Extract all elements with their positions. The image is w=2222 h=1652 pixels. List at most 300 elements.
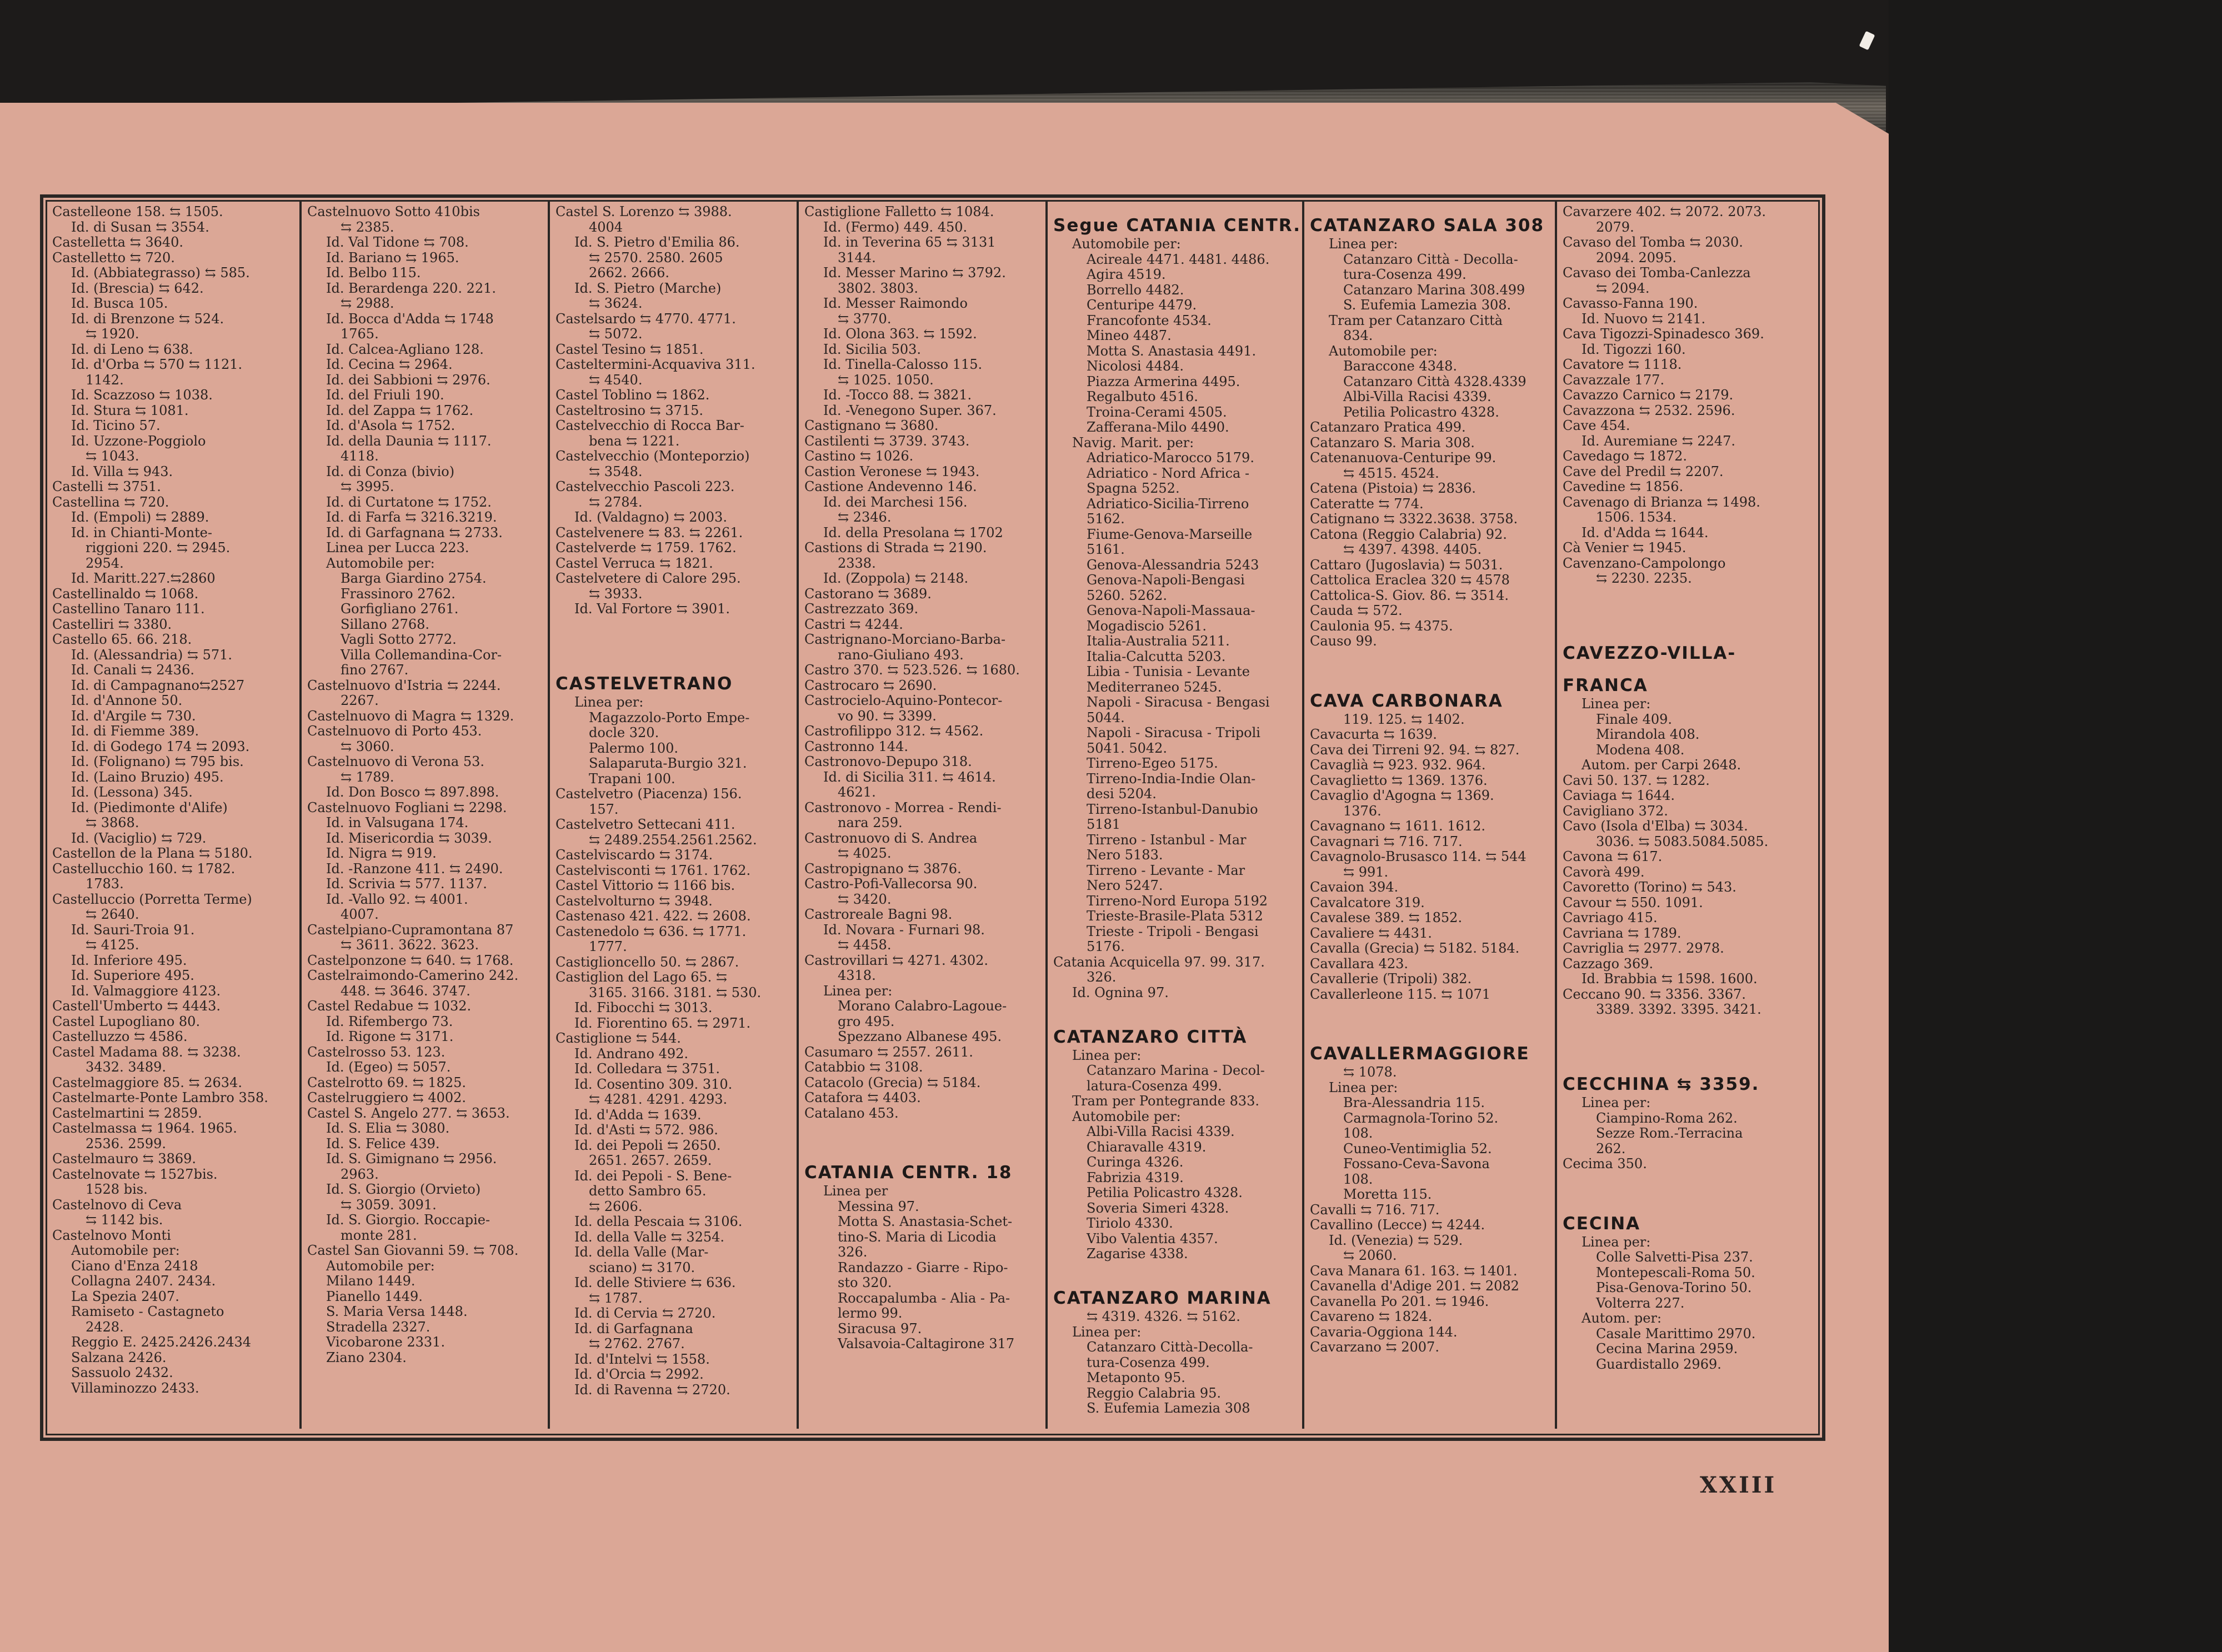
index-entry: Catacolo (Grecia) ⇆ 5184. <box>804 1075 981 1090</box>
index-entry: 2963. <box>341 1167 379 1182</box>
index-entry: Casale Marittimo 2970. <box>1596 1326 1756 1341</box>
index-entry: ⇆ 3548. <box>589 464 643 479</box>
index-entry: Castelluzzo ⇆ 4586. <box>52 1029 188 1044</box>
index-entry: Id. -Ranzone 411. ⇆ 2490. <box>326 861 503 877</box>
index-entry: Id. Nuovo ⇆ 2141. <box>1582 311 1706 327</box>
index-entry: Castelnuovo d'Istria ⇆ 2244. <box>307 678 501 693</box>
index-entry: Magazzolo-Porto Empe- <box>589 710 750 725</box>
index-entry: Borrello 4482. <box>1087 282 1184 298</box>
section-heading: CAVA CARBONARA <box>1310 690 1503 711</box>
index-entry: Id. Messer Raimondo <box>823 296 968 311</box>
index-entry: Gorfigliano 2761. <box>341 602 459 617</box>
index-entry: Id. di Susan ⇆ 3554. <box>71 219 209 235</box>
index-entry: Automobile per: <box>71 1243 180 1258</box>
index-entry: Vicobarone 2331. <box>326 1335 446 1350</box>
index-entry: Cavasso-Fanna 190. <box>1563 296 1698 311</box>
index-entry: 326. <box>1087 970 1117 985</box>
index-entry: Id. Valmaggiore 4123. <box>71 983 221 999</box>
index-entry: Id. Tinella-Calosso 115. <box>823 357 983 372</box>
index-entry: Id. Superiore 495. <box>71 968 194 983</box>
index-entry: Castion Veronese ⇆ 1943. <box>804 464 980 479</box>
index-entry: 1765. <box>341 327 379 342</box>
index-entry: Castelvecchio Pascoli 223. <box>556 479 735 494</box>
index-entry: Linea per: <box>1072 1048 1142 1063</box>
index-entry: Spagna 5252. <box>1087 481 1180 496</box>
index-entry: Catona (Reggio Calabria) 92. <box>1310 527 1507 542</box>
index-entry: Cecina Marina 2959. <box>1596 1341 1738 1356</box>
index-entry <box>1563 1187 1808 1203</box>
index-entry: Ciampino-Roma 262. <box>1596 1110 1738 1126</box>
index-entry: Castiglione ⇆ 544. <box>556 1031 681 1046</box>
index-entry: Castelvenere ⇆ 83. ⇆ 2261. <box>556 525 743 540</box>
index-entry: Castorano ⇆ 3689. <box>804 586 932 602</box>
index-entry: 3802. 3803. <box>838 281 919 296</box>
index-entry: ⇆ 1920. <box>86 327 139 342</box>
index-entry: Modena 408. <box>1596 742 1685 758</box>
index-entry: Castelmassa ⇆ 1964. 1965. <box>52 1121 237 1136</box>
index-entry: Causo 99. <box>1310 634 1377 649</box>
index-entry: latura-Cosenza 499. <box>1087 1078 1222 1094</box>
index-entry <box>1310 649 1550 665</box>
index-entry: Tirreno-Istanbul-Danubio <box>1087 802 1258 817</box>
index-entry: 5044. <box>1087 710 1125 725</box>
index-entry: Cavazzona ⇆ 2532. 2596. <box>1563 403 1735 418</box>
index-entry: 2536. 2599. <box>86 1136 167 1152</box>
index-entry: Cavedago ⇆ 1872. <box>1563 449 1687 464</box>
index-entry: ⇆ 2094. <box>1596 281 1650 296</box>
background-right <box>1889 0 2222 1652</box>
index-entry: Castelnuovo Sotto 410bis <box>307 204 480 219</box>
index-entry: Id. Uzzone-Poggiolo <box>71 433 206 449</box>
index-entry: Randazzo - Giarre - Ripo- <box>838 1260 1008 1275</box>
index-entry: Albi-Villa Racisi 4339. <box>1343 389 1492 404</box>
index-entry: Bra-Alessandria 115. <box>1343 1095 1485 1110</box>
index-entry: Castropignano ⇆ 3876. <box>804 861 962 877</box>
index-entry: Cavallino (Lecce) ⇆ 4244. <box>1310 1218 1485 1233</box>
index-entry: Id. Calcea-Agliano 128. <box>326 342 484 357</box>
index-entry: bena ⇆ 1221. <box>589 433 680 449</box>
column-7 <box>1555 201 1812 1429</box>
index-entry: 3432. 3489. <box>86 1060 167 1075</box>
index-entry: Nero 5247. <box>1087 878 1163 893</box>
index-entry: Id. Sicilia 503. <box>823 342 922 357</box>
index-entry: Villa Collemandina-Cor- <box>341 647 502 663</box>
index-entry: Linea per: <box>1582 697 1651 712</box>
index-entry: 5181 <box>1087 817 1121 832</box>
index-entry: Castions di Strada ⇆ 2190. <box>804 540 987 555</box>
index-entry: ⇆ 3420. <box>838 892 892 907</box>
index-entry: Linea per <box>823 1184 888 1199</box>
index-entry: Cavagnari ⇆ 716. 717. <box>1310 834 1463 849</box>
index-entry: Castro 370. ⇆ 523.526. ⇆ 1680. <box>804 663 1020 678</box>
index-entry: lermo 99. <box>838 1306 903 1321</box>
index-entry: ⇆ 3868. <box>86 815 139 830</box>
index-entry: Castelnuovo di Porto 453. <box>307 724 482 739</box>
index-entry: Castelvecchio di Rocca Bar- <box>556 418 744 433</box>
index-entry: Baraccone 4348. <box>1343 359 1458 374</box>
index-entry: 4007. <box>341 907 379 922</box>
index-entry: Carmagnola-Torino 52. <box>1343 1110 1499 1126</box>
index-entry: Cavazzo Carnico ⇆ 2179. <box>1563 388 1734 403</box>
index-entry: Libia - Tunisia - Levante <box>1087 664 1250 679</box>
index-entry: Castronovo - Morrea - Rendi- <box>804 800 1002 815</box>
index-entry: Castellucchio 160. ⇆ 1782. <box>52 861 236 877</box>
index-entry: tino-S. Maria di Licodia <box>838 1229 997 1245</box>
index-entry: Agira 4519. <box>1087 267 1166 282</box>
index-entry: fino 2767. <box>341 663 409 678</box>
index-entry: Cavalcatore 319. <box>1310 895 1425 910</box>
index-entry: ⇆ 4281. 4291. 4293. <box>589 1092 728 1107</box>
index-entry: Id. di Cervia ⇆ 2720. <box>574 1306 716 1321</box>
index-entry: Id. Busca 105. <box>71 296 168 311</box>
index-entry: Castelvisconti ⇆ 1761. 1762. <box>556 863 751 878</box>
index-entry: Catanzaro Pratica 499. <box>1310 420 1466 435</box>
index-entry <box>1563 1048 1808 1064</box>
index-entry: Roccapalumba - Alia - Pa- <box>838 1290 1010 1306</box>
index-entry: Id. (Empoli) ⇆ 2889. <box>71 510 209 525</box>
index-entry: Id. di Sicilia 311. ⇆ 4614. <box>823 769 996 785</box>
index-entry: Fabrizia 4319. <box>1087 1170 1184 1185</box>
index-entry: Cavanella Po 201. ⇆ 1946. <box>1310 1294 1489 1309</box>
section-heading: CECCHINA ⇆ 3359. <box>1563 1074 1760 1094</box>
index-entry: Automobile per: <box>1329 343 1438 359</box>
index-entry <box>1310 1018 1550 1033</box>
index-entry: Castronovo-Depupo 318. <box>804 754 972 769</box>
index-entry: Id. S. Pietro (Marche) <box>574 281 722 296</box>
index-entry: vo 90. ⇆ 3399. <box>838 708 937 724</box>
index-entry: Castel San Giovanni 59. ⇆ 708. <box>307 1243 519 1258</box>
index-entry: Casteltermini-Acquaviva 311. <box>556 357 755 372</box>
index-entry: Cavaso dei Tomba-Canlezza <box>1563 266 1751 281</box>
index-entry: Cavalli ⇆ 716. 717. <box>1310 1202 1440 1218</box>
index-entry: Castellon de la Plana ⇆ 5180. <box>52 846 253 861</box>
index-entry: Cattolica-S. Giov. 86. ⇆ 3514. <box>1310 588 1509 603</box>
index-entry: Id. -Venegono Super. 367. <box>823 403 997 418</box>
index-entry: detto Sambro 65. <box>589 1184 707 1199</box>
index-entry <box>1563 617 1808 633</box>
index-entry: Cavaglio d'Agogna ⇆ 1369. <box>1310 788 1494 803</box>
index-entry: Genova-Napoli-Massaua- <box>1087 603 1255 618</box>
index-entry: Id. Belbo 115. <box>326 266 421 281</box>
index-entry: Tirreno - Levante - Mar <box>1087 863 1245 878</box>
index-entry: Castiglion del Lago 65. ⇆ <box>556 970 728 985</box>
index-entry: Id. di Campagnano⇆2527 <box>71 678 245 693</box>
index-entry: Id. della Valle ⇆ 3254. <box>574 1229 725 1245</box>
index-entry: Id. della Pescaia ⇆ 3106. <box>574 1214 743 1229</box>
index-entry: Id. S. Gimignano ⇆ 2956. <box>326 1152 497 1167</box>
index-entry: Catabbio ⇆ 3108. <box>804 1060 923 1075</box>
index-entry: Zafferana-Milo 4490. <box>1087 420 1229 435</box>
index-entry: Petilia Policastro 4328. <box>1343 404 1499 420</box>
index-entry: 1528 bis. <box>86 1182 148 1197</box>
index-entry: Cavriglia ⇆ 2977. 2978. <box>1563 941 1724 956</box>
index-entry: Castelpiano-Cupramontana 87 <box>307 922 514 938</box>
index-entry: Id. di Fiemme 389. <box>71 724 199 739</box>
index-entry: Piazza Armerina 4495. <box>1087 374 1240 389</box>
index-entry: Id. Fibocchi ⇆ 3013. <box>574 1000 713 1015</box>
index-entry: S. Maria Versa 1448. <box>326 1304 468 1319</box>
index-entry: 326. <box>838 1245 868 1260</box>
index-entry: Adriatico-Marocco 5179. <box>1087 450 1254 465</box>
index-entry: 2079. <box>1596 219 1634 235</box>
index-entry: Id. d'Asola ⇆ 1752. <box>326 418 456 433</box>
index-entry: Casteltrosino ⇆ 3715. <box>556 403 704 418</box>
index-entry: Id. dei Pepoli ⇆ 2650. <box>574 1138 721 1153</box>
index-entry: Id. in Chianti-Monte- <box>71 525 212 540</box>
index-entry: Id. dei Sabbioni ⇆ 2976. <box>326 372 491 388</box>
index-entry: Castelnovo Monti <box>52 1228 171 1243</box>
index-entry: Id. del Zappa ⇆ 1762. <box>326 403 474 418</box>
index-entry: 3144. <box>838 250 876 266</box>
index-entry: ⇆ 1789. <box>341 769 394 785</box>
index-entry: Id. della Daunia ⇆ 1117. <box>326 433 492 449</box>
index-entry: Catignano ⇆ 3322.3638. 3758. <box>1310 512 1518 527</box>
index-entry: Mineo 4487. <box>1087 328 1172 343</box>
index-entry: Finale 409. <box>1596 712 1673 727</box>
index-entry: Reggio Calabria 95. <box>1087 1385 1222 1401</box>
index-entry: Id. d'Annone 50. <box>71 693 183 708</box>
index-entry: Id. Auremiane ⇆ 2247. <box>1582 433 1736 449</box>
index-entry: 3389. 3392. 3395. 3421. <box>1596 1002 1761 1017</box>
index-entry: Castellinaldo ⇆ 1068. <box>52 586 199 602</box>
index-entry: Castelmarte-Ponte Lambro 358. <box>52 1090 268 1105</box>
index-entry: Id. Rigone ⇆ 3171. <box>326 1029 454 1044</box>
index-entry: Cavriago 415. <box>1563 910 1658 925</box>
index-entry: Id. d'Adda ⇆ 1639. <box>574 1107 702 1123</box>
index-entry: Castilenti ⇆ 3739. 3743. <box>804 433 970 449</box>
index-entry: sto 320. <box>838 1275 892 1290</box>
section-heading: CATANZARO MARINA <box>1053 1288 1272 1308</box>
index-entry: Navig. Marit. per: <box>1072 435 1194 450</box>
index-entry: 4004 <box>589 219 623 235</box>
index-entry: Cavaion 394. <box>1310 880 1399 895</box>
index-entry: Automobile per: <box>1072 237 1181 252</box>
index-entry: 2662. 2666. <box>589 266 670 281</box>
index-entry: Catanzaro Città-Decolla- <box>1087 1340 1253 1355</box>
index-entry: Cava Manara 61. 163. ⇆ 1401. <box>1310 1263 1518 1279</box>
index-entry: Cava dei Tirreni 92. 94. ⇆ 827. <box>1310 742 1520 758</box>
index-entry: Castiglione Falletto ⇆ 1084. <box>804 204 994 219</box>
index-entry: Id. di Garfagnana ⇆ 2733. <box>326 525 503 540</box>
index-entry: Id. d'Intelvi ⇆ 1558. <box>574 1351 710 1367</box>
section-heading: CAVALLERMAGGIORE <box>1310 1044 1530 1064</box>
index-entry: 5161. <box>1087 542 1125 557</box>
index-entry: Fiume-Genova-Marseille <box>1087 527 1253 542</box>
index-entry: ⇆ 1787. <box>589 1290 643 1306</box>
index-entry: Vagli Sotto 2772. <box>341 632 457 647</box>
index-entry: Italia-Calcutta 5203. <box>1087 649 1226 664</box>
index-entry: Castelvetro Settecani 411. <box>556 817 735 832</box>
index-entry: Trapani 100. <box>589 771 675 787</box>
index-entry: Id. delle Stiviere ⇆ 636. <box>574 1275 736 1290</box>
index-entry: Cavarzere 402. ⇆ 2072. 2073. <box>1563 204 1766 219</box>
index-entry: 3036. ⇆ 5083.5084.5085. <box>1596 834 1769 849</box>
index-entry: ⇆ 2784. <box>589 494 643 510</box>
index-entry: Castelmartini ⇆ 2859. <box>52 1105 202 1121</box>
index-entry: Cavi 50. 137. ⇆ 1282. <box>1563 773 1710 788</box>
index-entry: Id. Brabbia ⇆ 1598. 1600. <box>1582 972 1758 987</box>
index-entry: Adriatico-Sicilia-Tirreno <box>1087 496 1249 512</box>
index-entry: ⇆ 1025. 1050. <box>838 372 934 388</box>
index-entry: Castelnuovo di Magra ⇆ 1329. <box>307 708 514 724</box>
index-entry: Id. Cecina ⇆ 2964. <box>326 357 453 372</box>
index-entry: Id. -Vallo 92. ⇆ 4001. <box>326 892 468 907</box>
index-entry: Curinga 4326. <box>1087 1155 1184 1170</box>
index-entry: monte 281. <box>341 1228 417 1243</box>
index-entry: 2428. <box>86 1319 124 1335</box>
index-entry: S. Eufemia Lamezia 308 <box>1087 1401 1250 1416</box>
section-heading: CASTELVETRANO <box>556 674 733 694</box>
index-entry: ⇆ 2762. 2767. <box>589 1336 685 1351</box>
index-entry: Catanzaro Città 4328.4339 <box>1343 374 1527 389</box>
section-heading: CECINA <box>1563 1213 1641 1234</box>
index-entry: Volterra 227. <box>1596 1295 1685 1311</box>
index-entry: Castelleone 158. ⇆ 1505. <box>52 204 223 219</box>
index-entry: Autom. per: <box>1582 1311 1662 1326</box>
index-entry: Castronno 144. <box>804 739 908 754</box>
index-entry: Regalbuto 4516. <box>1087 389 1198 404</box>
index-entry: Castri ⇆ 4244. <box>804 617 903 632</box>
index-entry: Castelli ⇆ 3751. <box>52 479 161 494</box>
index-entry: Automobile per: <box>1072 1109 1181 1124</box>
index-entry: Castel S. Angelo 277. ⇆ 3653. <box>307 1105 510 1121</box>
index-entry: Id. di Ravenna ⇆ 2720. <box>574 1382 730 1398</box>
index-entry: Id. Ticino 57. <box>71 418 161 433</box>
column-4 <box>797 201 1045 1429</box>
index-entry: Id. (Zoppola) ⇆ 2148. <box>823 571 969 586</box>
index-entry: Castelsardo ⇆ 4770. 4771. <box>556 311 736 327</box>
index-entry: Id. Colledara ⇆ 3751. <box>574 1062 720 1077</box>
index-entry: Id. di Brenzone ⇆ 524. <box>71 311 224 327</box>
index-entry: gro 495. <box>838 1014 895 1029</box>
index-entry: Cavo (Isola d'Elba) ⇆ 3034. <box>1563 819 1748 834</box>
index-entry: Castelvecchio (Monteporzio) <box>556 449 750 464</box>
index-entry: Id. Novara - Furnari 98. <box>823 922 985 938</box>
section-heading: CAVEZZO-VILLA- <box>1563 643 1736 663</box>
index-entry: Id. (Abbiategrasso) ⇆ 585. <box>71 266 250 281</box>
index-entry: 1783. <box>86 877 124 892</box>
index-entry: La Spezia 2407. <box>71 1289 179 1304</box>
index-entry: Id. dei Marchesi 156. <box>823 494 968 510</box>
index-entry: tura-Cosenza 499. <box>1343 267 1467 282</box>
index-entry: Castelverde ⇆ 1759. 1762. <box>556 540 737 555</box>
index-entry <box>1563 602 1808 617</box>
index-entry <box>1563 587 1808 602</box>
index-entry: Castellino Tanaro 111. <box>52 602 205 617</box>
index-entry: Id. Bariano ⇆ 1965. <box>326 250 459 266</box>
index-entry: Ciano d'Enza 2418 <box>71 1258 198 1274</box>
index-entry <box>556 632 792 648</box>
index-entry: Castelletta ⇆ 3640. <box>52 235 184 250</box>
index-entry: Cavaria-Oggiona 144. <box>1310 1324 1458 1340</box>
index-entry: Id. S. Pietro d'Emilia 86. <box>574 235 740 250</box>
index-entry: Linea per: <box>823 983 893 999</box>
index-entry: Napoli - Siracusa - Tripoli <box>1087 725 1260 740</box>
index-entry <box>1563 1172 1808 1188</box>
index-entry: Ceccano 90. ⇆ 3356. 3367. <box>1563 987 1746 1002</box>
index-entry: Tiriolo 4330. <box>1087 1216 1173 1231</box>
index-entry: ⇆ 3624. <box>589 296 643 311</box>
index-entry: desi 5204. <box>1087 787 1157 802</box>
index-entry: Soveria Simeri 4328. <box>1087 1200 1229 1216</box>
index-entry: Id. (Alessandria) ⇆ 571. <box>71 647 233 663</box>
index-entry: Id. di Conza (bivio) <box>326 464 455 479</box>
index-entry: Cavaliere ⇆ 4431. <box>1310 925 1432 941</box>
index-entry: Castelrosso 53. 123. <box>307 1044 446 1060</box>
section-heading: FRANCA <box>1563 675 1648 695</box>
index-entry: Castelmaggiore 85. ⇆ 2634. <box>52 1075 242 1090</box>
column-2 <box>299 201 548 1429</box>
index-entry: Messina 97. <box>838 1199 919 1214</box>
index-entry: Id. S. Elia ⇆ 3080. <box>326 1121 450 1136</box>
index-entry: Castelvetere di Calore 295. <box>556 571 741 586</box>
index-entry: Cecima 350. <box>1563 1157 1647 1172</box>
index-entry: 108. <box>1343 1172 1373 1187</box>
index-entry: Nero 5183. <box>1087 848 1163 863</box>
index-entry: ⇆ 1142 bis. <box>86 1213 163 1228</box>
index-entry: Id. d'Asti ⇆ 572. 986. <box>574 1123 718 1138</box>
index-entry: Tirreno - Istanbul - Mar <box>1087 832 1247 848</box>
index-entry: Valsavoia-Caltagirone 317 <box>838 1336 1015 1351</box>
index-entry: Id. (Piedimonte d'Alife) <box>71 800 228 815</box>
index-entry: Sassuolo 2432. <box>71 1365 173 1380</box>
index-entry: Trieste-Brasile-Plata 5312 <box>1087 909 1263 924</box>
index-entry: Id. dei Pepoli - S. Bene- <box>574 1168 732 1184</box>
section-heading: CATANZARO CITTÀ <box>1053 1027 1248 1047</box>
index-entry: Catanzaro Marina 308.499 <box>1343 282 1525 298</box>
index-entry: Castel S. Lorenzo ⇆ 3988. <box>556 204 732 219</box>
index-entry: Cavareno ⇆ 1824. <box>1310 1309 1433 1324</box>
index-entry: Motta S. Anastasia 4491. <box>1087 343 1257 359</box>
index-entry: Chiaravalle 4319. <box>1087 1139 1207 1155</box>
scrap-mark <box>1859 31 1875 51</box>
index-entry: Moretta 115. <box>1343 1187 1432 1202</box>
index-entry: Id. Tigozzi 160. <box>1582 342 1686 357</box>
index-entry: Cavaglietto ⇆ 1369. 1376. <box>1310 773 1488 788</box>
index-entry: Centuripe 4479. <box>1087 298 1197 313</box>
index-entry: Id. Villa ⇆ 943. <box>71 464 173 479</box>
index-entry: Cave del Predil ⇆ 2207. <box>1563 464 1724 479</box>
index-entry: Castrezzato 369. <box>804 602 919 617</box>
index-entry: ⇆ 3933. <box>589 586 643 602</box>
index-entry: Linea per: <box>1329 237 1398 252</box>
index-entry: Castelnovate ⇆ 1527bis. <box>52 1167 218 1182</box>
index-entry: ⇆ 3059. 3091. <box>341 1197 437 1213</box>
index-entry: Id. Maritt.227.⇆2860 <box>71 571 216 586</box>
index-entry: Nicolosi 4484. <box>1087 359 1184 374</box>
index-entry: Zagarise 4338. <box>1087 1246 1188 1261</box>
index-entry: ⇆ 2230. 2235. <box>1596 571 1692 586</box>
index-entry: ⇆ 3060. <box>341 739 394 754</box>
index-entry: Id. d'Orcia ⇆ 2992. <box>574 1367 704 1382</box>
index-entry: Castelviscardo ⇆ 3174. <box>556 848 713 863</box>
index-entry: ⇆ 991. <box>1343 864 1389 880</box>
index-entry <box>556 617 792 633</box>
index-entry: Castelvolturno ⇆ 3948. <box>556 893 713 909</box>
index-entry: Castro-Pofi-Vallecorsa 90. <box>804 877 978 892</box>
index-entry: Collagna 2407. 2434. <box>71 1274 216 1289</box>
index-entry: Cavallerleone 115. ⇆ 1071 <box>1310 987 1491 1002</box>
index-entry: Castiglioncello 50. ⇆ 2867. <box>556 954 739 970</box>
section-heading: CATANIA CENTR. 18 <box>804 1163 1013 1183</box>
index-entry: Salaparuta-Burgio 321. <box>589 756 747 771</box>
index-entry: Siracusa 97. <box>838 1321 922 1336</box>
index-entry: ⇆ 4458. <box>838 938 892 953</box>
index-entry: Cavaglià ⇆ 923. 932. 964. <box>1310 758 1486 773</box>
index-entry: Id. di Farfa ⇆ 3216.3219. <box>326 510 497 525</box>
index-entry: Castrignano-Morciano-Barba- <box>804 632 1006 647</box>
index-entry: Id. (Vaciglio) ⇆ 729. <box>71 830 207 846</box>
